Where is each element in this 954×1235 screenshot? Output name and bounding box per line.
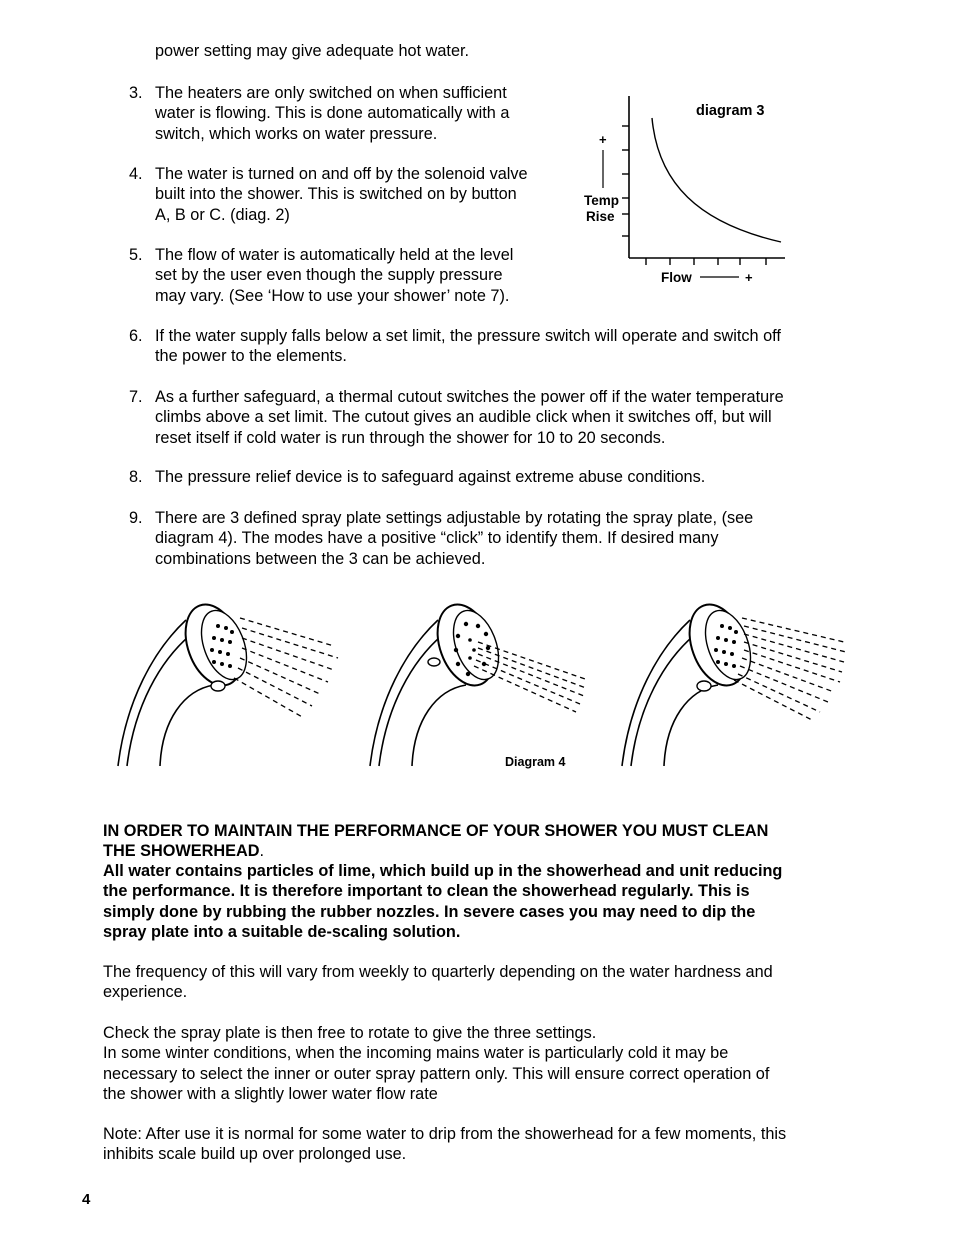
text-line: There are 3 defined spray plate settings adjustable by rotating the spray plate, (see [155,509,754,527]
check-paragraph [103,1023,863,1104]
x-plus: + [745,270,753,285]
text-line: set by the user even though the supply pressure [155,266,503,285]
text-line: The water is turned on and off by the solenoid valve [155,165,528,183]
text-line: The flow of water is automatically held at the level [155,246,514,264]
intro-line: power setting may give adequate hot water. [155,42,470,60]
x-label-flow: Flow [661,270,692,285]
text-line: The heaters are only switched on when sufficient [155,84,507,102]
text-line: simply done by rubbing the rubber nozzles. In severe cases you may need to dip the [103,902,756,921]
text-line: reset itself if cold water is run through the shower for 10 to 20 seconds. [155,428,666,447]
x-ticks [646,258,766,265]
list-text [155,387,784,448]
note-paragraph [103,1124,863,1165]
text-line: combinations between the 3 can be achieved. [155,549,486,568]
heading-line [103,841,863,861]
list-text [155,467,705,487]
y-label-temp: Temp [584,193,620,208]
list-number: 7. [129,388,143,406]
text-line: Check the spray plate is then free to rotate to give the three settings. [103,1024,597,1042]
diagram-4-caption: Diagram 4 [505,755,566,769]
text-line: As a further safeguard, a thermal cutout switches the power off if the water temperature [155,388,784,406]
text-line: built into the shower. This is switched on by button [155,185,517,204]
temp-flow-curve [652,118,781,242]
y-ticks [622,126,629,236]
frequency-paragraph [103,962,863,1003]
showerhead-illustration [114,590,354,770]
text-line: A, B or C. (diag. 2) [155,205,290,224]
showerhead-illustration [618,590,850,770]
list-number: 9. [129,509,143,527]
diagram-title: diagram 3 [696,103,765,119]
text-line: switch, which works on water pressure. [155,124,438,143]
list-text [155,245,513,306]
diagram-3 [578,88,800,290]
text-line: necessary to select the inner or outer spray pattern only. This will ensure correct operation of [103,1064,770,1083]
list-text [155,326,781,367]
list-number: 8. [129,468,143,486]
text-line: the power to the elements. [155,347,347,366]
text-line: experience. [103,983,188,1002]
text-line: In some winter conditions, when the incoming mains water is particularly cold it may be [103,1044,729,1063]
text-line: the shower with a slightly lower water flow rate [103,1084,438,1103]
text-line: inhibits scale build up over prolonged use. [103,1145,407,1164]
text-line: If the water supply falls below a set limit, the pressure switch will operate and switch off [155,327,781,345]
heading-period: . [259,842,265,861]
text-line: The pressure relief device is to safeguard against extreme abuse conditions. [155,468,706,486]
list-text [155,508,753,569]
text-line: The frequency of this will vary from weekly to quarterly depending on the water hardness and [103,963,773,981]
text-line: diagram 4). The modes have a positive “click” to identify them. If desired many [155,529,719,548]
list-number: 4. [129,165,143,183]
text-line: may vary. (See ‘How to use your shower’ note 7). [155,286,510,305]
text-line: Note: After use it is normal for some water to drip from the showerhead for a few moments, this [103,1125,787,1143]
y-plus: + [599,132,607,147]
heading-line: IN ORDER TO MAINTAIN THE PERFORMANCE OF YOUR SHOWER YOU MUST CLEAN [103,822,769,840]
list-number: 5. [129,246,143,264]
text-line: spray plate into a suitable de-scaling solution. [103,922,461,941]
maintenance-warning [103,861,863,942]
text-line: All water contains particles of lime, which build up in the showerhead and unit reducing [103,862,783,880]
list-text [155,83,509,144]
page-number: 4 [82,1191,91,1208]
y-label-rise: Rise [586,209,615,224]
text-line: climbs above a set limit. The cutout gives an audible click when it switches off, but will [155,408,772,427]
text-line: water is flowing. This is done automatically with a [155,104,510,123]
maintenance-heading [103,821,863,862]
list-text [155,164,528,225]
heading-text: THE SHOWERHEAD [103,842,260,861]
list-number: 6. [129,327,143,345]
list-number: 3. [129,84,143,102]
text-line: the performance. It is therefore important to clean the showerhead regularly. This is [103,882,750,901]
showerhead-illustration [366,590,606,770]
diagram-4 [108,590,848,780]
